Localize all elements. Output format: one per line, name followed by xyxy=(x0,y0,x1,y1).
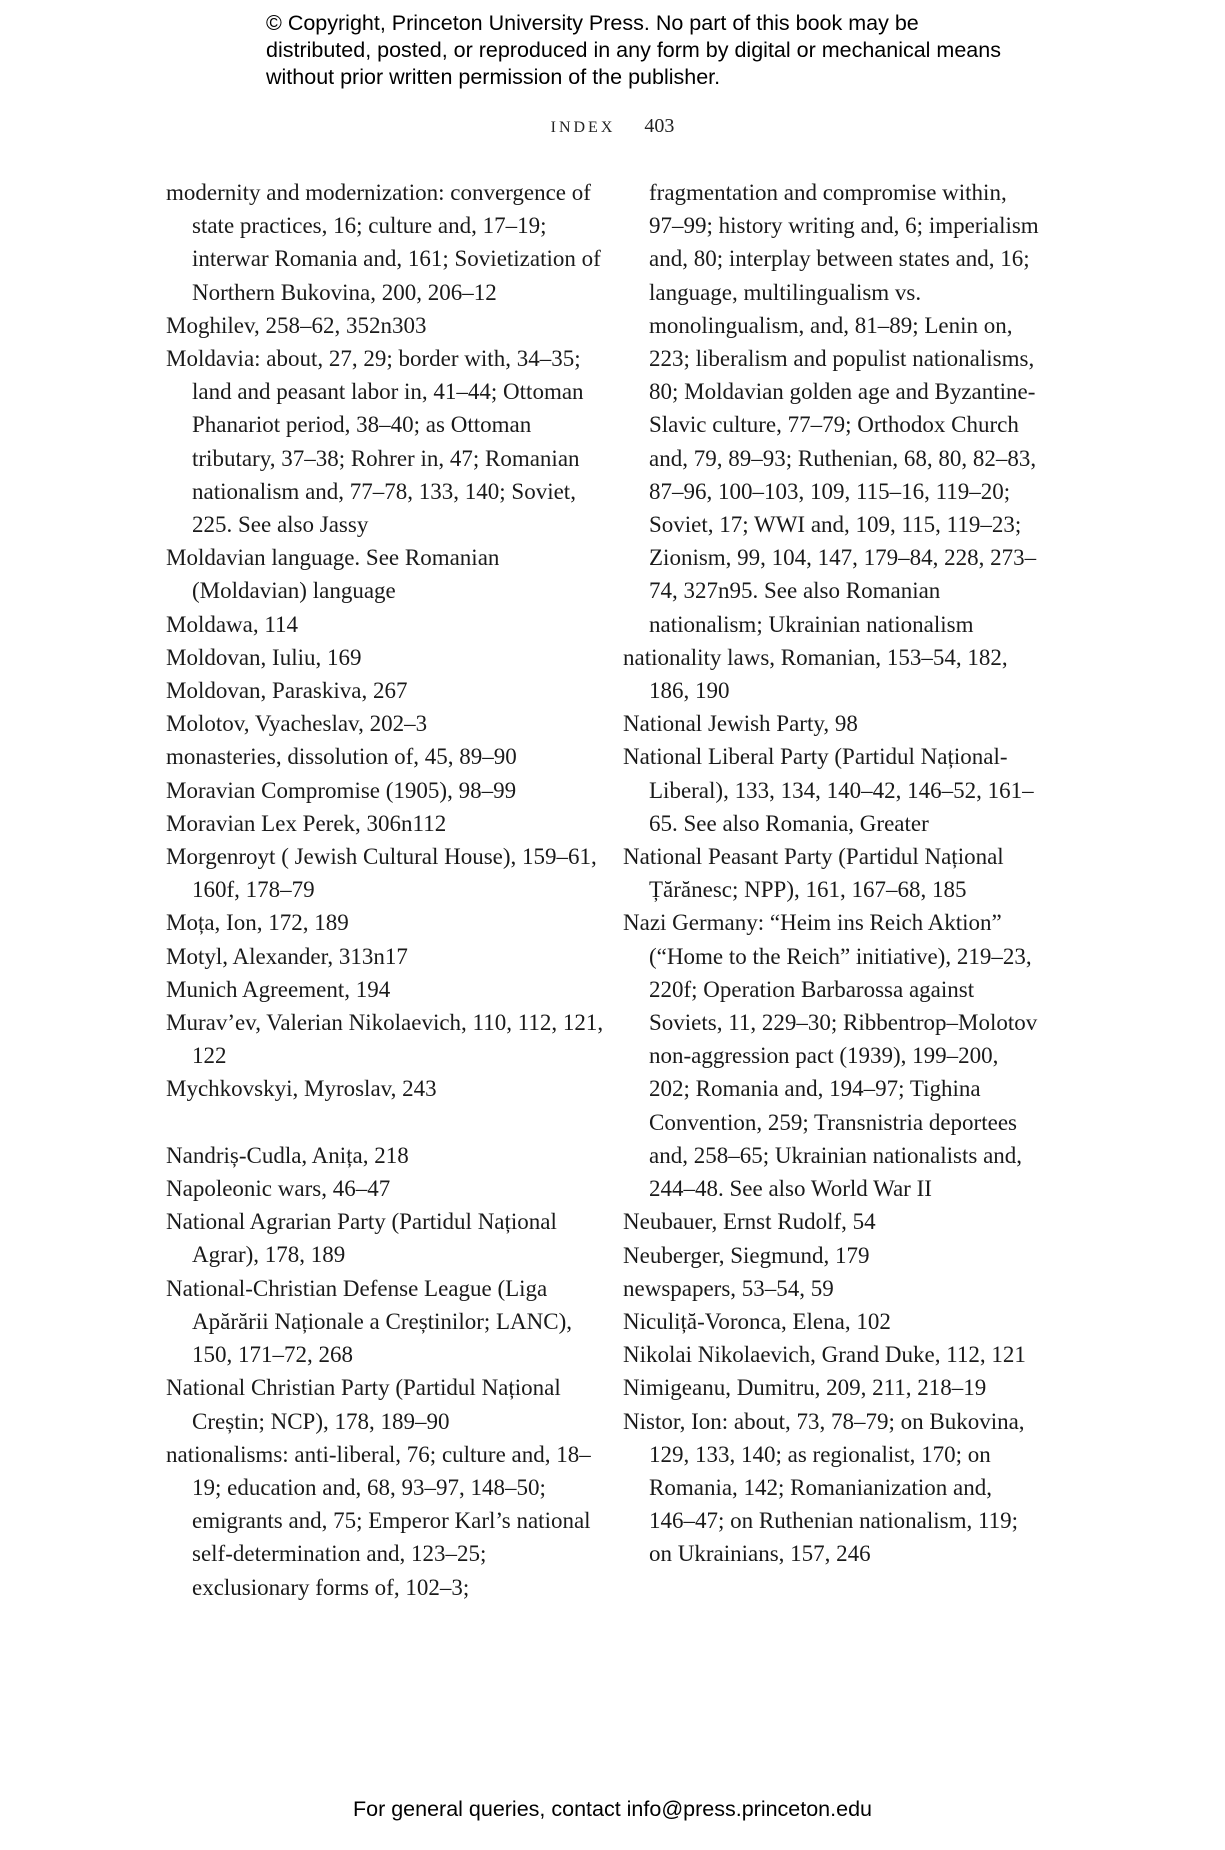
index-entry: Nistor, Ion: about, 73, 78–79; on Bukovina, 129, 133, 140; as regionalist, 170; on Romania, 142; Romanianization and, 146–47; on Ruthenian nationalism, 119; on Ukrainians, 157, 246 xyxy=(623,1408,1025,1567)
index-entry: Moldovan, Paraskiva, 267 xyxy=(166,678,408,704)
index-entry: Niculiță-Voronca, Elena, 102 xyxy=(623,1308,891,1334)
letter-group-gap xyxy=(166,1106,606,1139)
index-entry: National Agrarian Party (Partidul Național Agrar), 178, 189 xyxy=(166,1209,557,1268)
index-entry: Napoleonic wars, 46–47 xyxy=(166,1176,391,1202)
index-entry: Nandriș-Cudla, Anița, 218 xyxy=(166,1142,409,1168)
index-column-right xyxy=(623,176,1043,1571)
index-entry: monasteries, dissolution of, 45, 89–90 xyxy=(166,744,517,770)
index-entry-continuation: fragmentation and compromise within, 97–99; history writing and, 6; imperialism and, 80; interplay between states and, 16; language, multilingualism vs. monolingualism, and, 81–89; Lenin on, 223; liberalism and populist nationalisms, 80; Moldavian golden age and Byzantine-Slavic culture, 77–79; Orthodox Church and, 79, 89–93; Ruthenian, 68, 80, 82–83, 87–96, 100–103, 109, 115–16, 119–20; Soviet, 17; WWI and, 109, 115, 119–23; Zionism, 99, 104, 147, 179–84, 228, 273–74, 327n95. See also Romanian nationalism; Ukrainian nationalism xyxy=(649,180,1039,637)
index-entry: nationalisms: anti-liberal, 76; culture and, 18–19; education and, 68, 93–97, 148–50; emigrants and, 75; Emperor Karl’s national self-determination and, 123–25; exclusionary forms of, 102–3; xyxy=(166,1441,591,1600)
index-entry: National Christian Party (Partidul Național Creștin; NCP), 178, 189–90 xyxy=(166,1375,561,1434)
index-entry: Neubauer, Ernst Rudolf, 54 xyxy=(623,1209,876,1235)
copyright-notice: © Copyright, Princeton University Press. No part of this book may be distributed, posted, or reproduced in any form by digital or mechanical means without prior written permission of the publisher. xyxy=(266,11,1001,89)
index-entry: nationality laws, Romanian, 153–54, 182, 186, 190 xyxy=(623,644,1008,704)
index-entry: National Peasant Party (Partidul Național Țărănesc; NPP), 161, 167–68, 185 xyxy=(623,844,1004,903)
index-entry: Moldovan, Iuliu, 169 xyxy=(166,644,362,670)
index-entry: Moravian Compromise (1905), 98–99 xyxy=(166,777,517,803)
index-entry: Moravian Lex Perek, 306n112 xyxy=(166,810,447,836)
index-entry: National Liberal Party (Partidul Național-Liberal), 133, 134, 140–42, 146–52, 161–65. See also Romania, Greater xyxy=(623,744,1034,836)
index-entry: Nazi Germany: “Heim ins Reich Aktion” (“Home to the Reich” initiative), 219–23, 220f; Operation Barbarossa against Soviets, 11, 229–30; Ribbentrop–Molotov non-aggression pact (1939), 199–200, 202; Romania and, 194–97; Tighina Convention, 259; Transnistria deportees and, 258–65; Ukrainian nationalists and, 244–48. See also World War II xyxy=(623,910,1038,1202)
index-entry: Nikolai Nikolaevich, Grand Duke, 112, 121 xyxy=(623,1342,1026,1368)
index-entry: Moldawa, 114 xyxy=(166,611,299,637)
index-entry: National-Christian Defense League (Liga Apărării Naționale a Creștinilor; LANC), 150, 171–72, 268 xyxy=(166,1275,573,1368)
running-head-label: INDEX xyxy=(550,119,616,136)
index-entry: newspapers, 53–54, 59 xyxy=(623,1275,834,1301)
running-head xyxy=(0,113,1225,141)
index-entry: Murav’ev, Valerian Nikolaevich, 110, 112, 121, 122 xyxy=(166,1010,604,1069)
index-entry: Motyl, Alexander, 313n17 xyxy=(166,943,408,969)
index-entry: Moghilev, 258–62, 352n303 xyxy=(166,312,427,338)
index-entry: Moldavian language. See Romanian (Moldavian) language xyxy=(166,545,500,604)
index-entry: Munich Agreement, 194 xyxy=(166,976,391,1002)
index-entry: Nimigeanu, Dumitru, 209, 211, 218–19 xyxy=(623,1375,987,1401)
footer-notice: For general queries, contact info@press.princeton.edu xyxy=(352,1797,872,1821)
index-column-left xyxy=(166,176,606,1604)
index-entry: Mychkovskyi, Myroslav, 243 xyxy=(166,1076,437,1102)
index-entry: modernity and modernization: convergence of state practices, 16; culture and, 17–19; interwar Romania and, 161; Sovietization of Northern Bukovina, 200, 206–12 xyxy=(166,180,601,305)
page-number: 403 xyxy=(644,115,675,137)
index-entry: Moța, Ion, 172, 189 xyxy=(166,910,349,936)
index-entry: Molotov, Vyacheslav, 202–3 xyxy=(166,711,428,737)
index-entry: National Jewish Party, 98 xyxy=(623,711,858,737)
index-entry: Neuberger, Siegmund, 179 xyxy=(623,1242,870,1268)
index-entry: Morgenroyt ( Jewish Cultural House), 159–61, 160f, 178–79 xyxy=(166,844,597,903)
index-entry: Moldavia: about, 27, 29; border with, 34–35; land and peasant labor in, 41–44; Ottoman Phanariot period, 38–40; as Ottoman tributary, 37–38; Rohrer in, 47; Romanian nationalism and, 77–78, 133, 140; Soviet, 225. See also Jassy xyxy=(166,346,584,538)
